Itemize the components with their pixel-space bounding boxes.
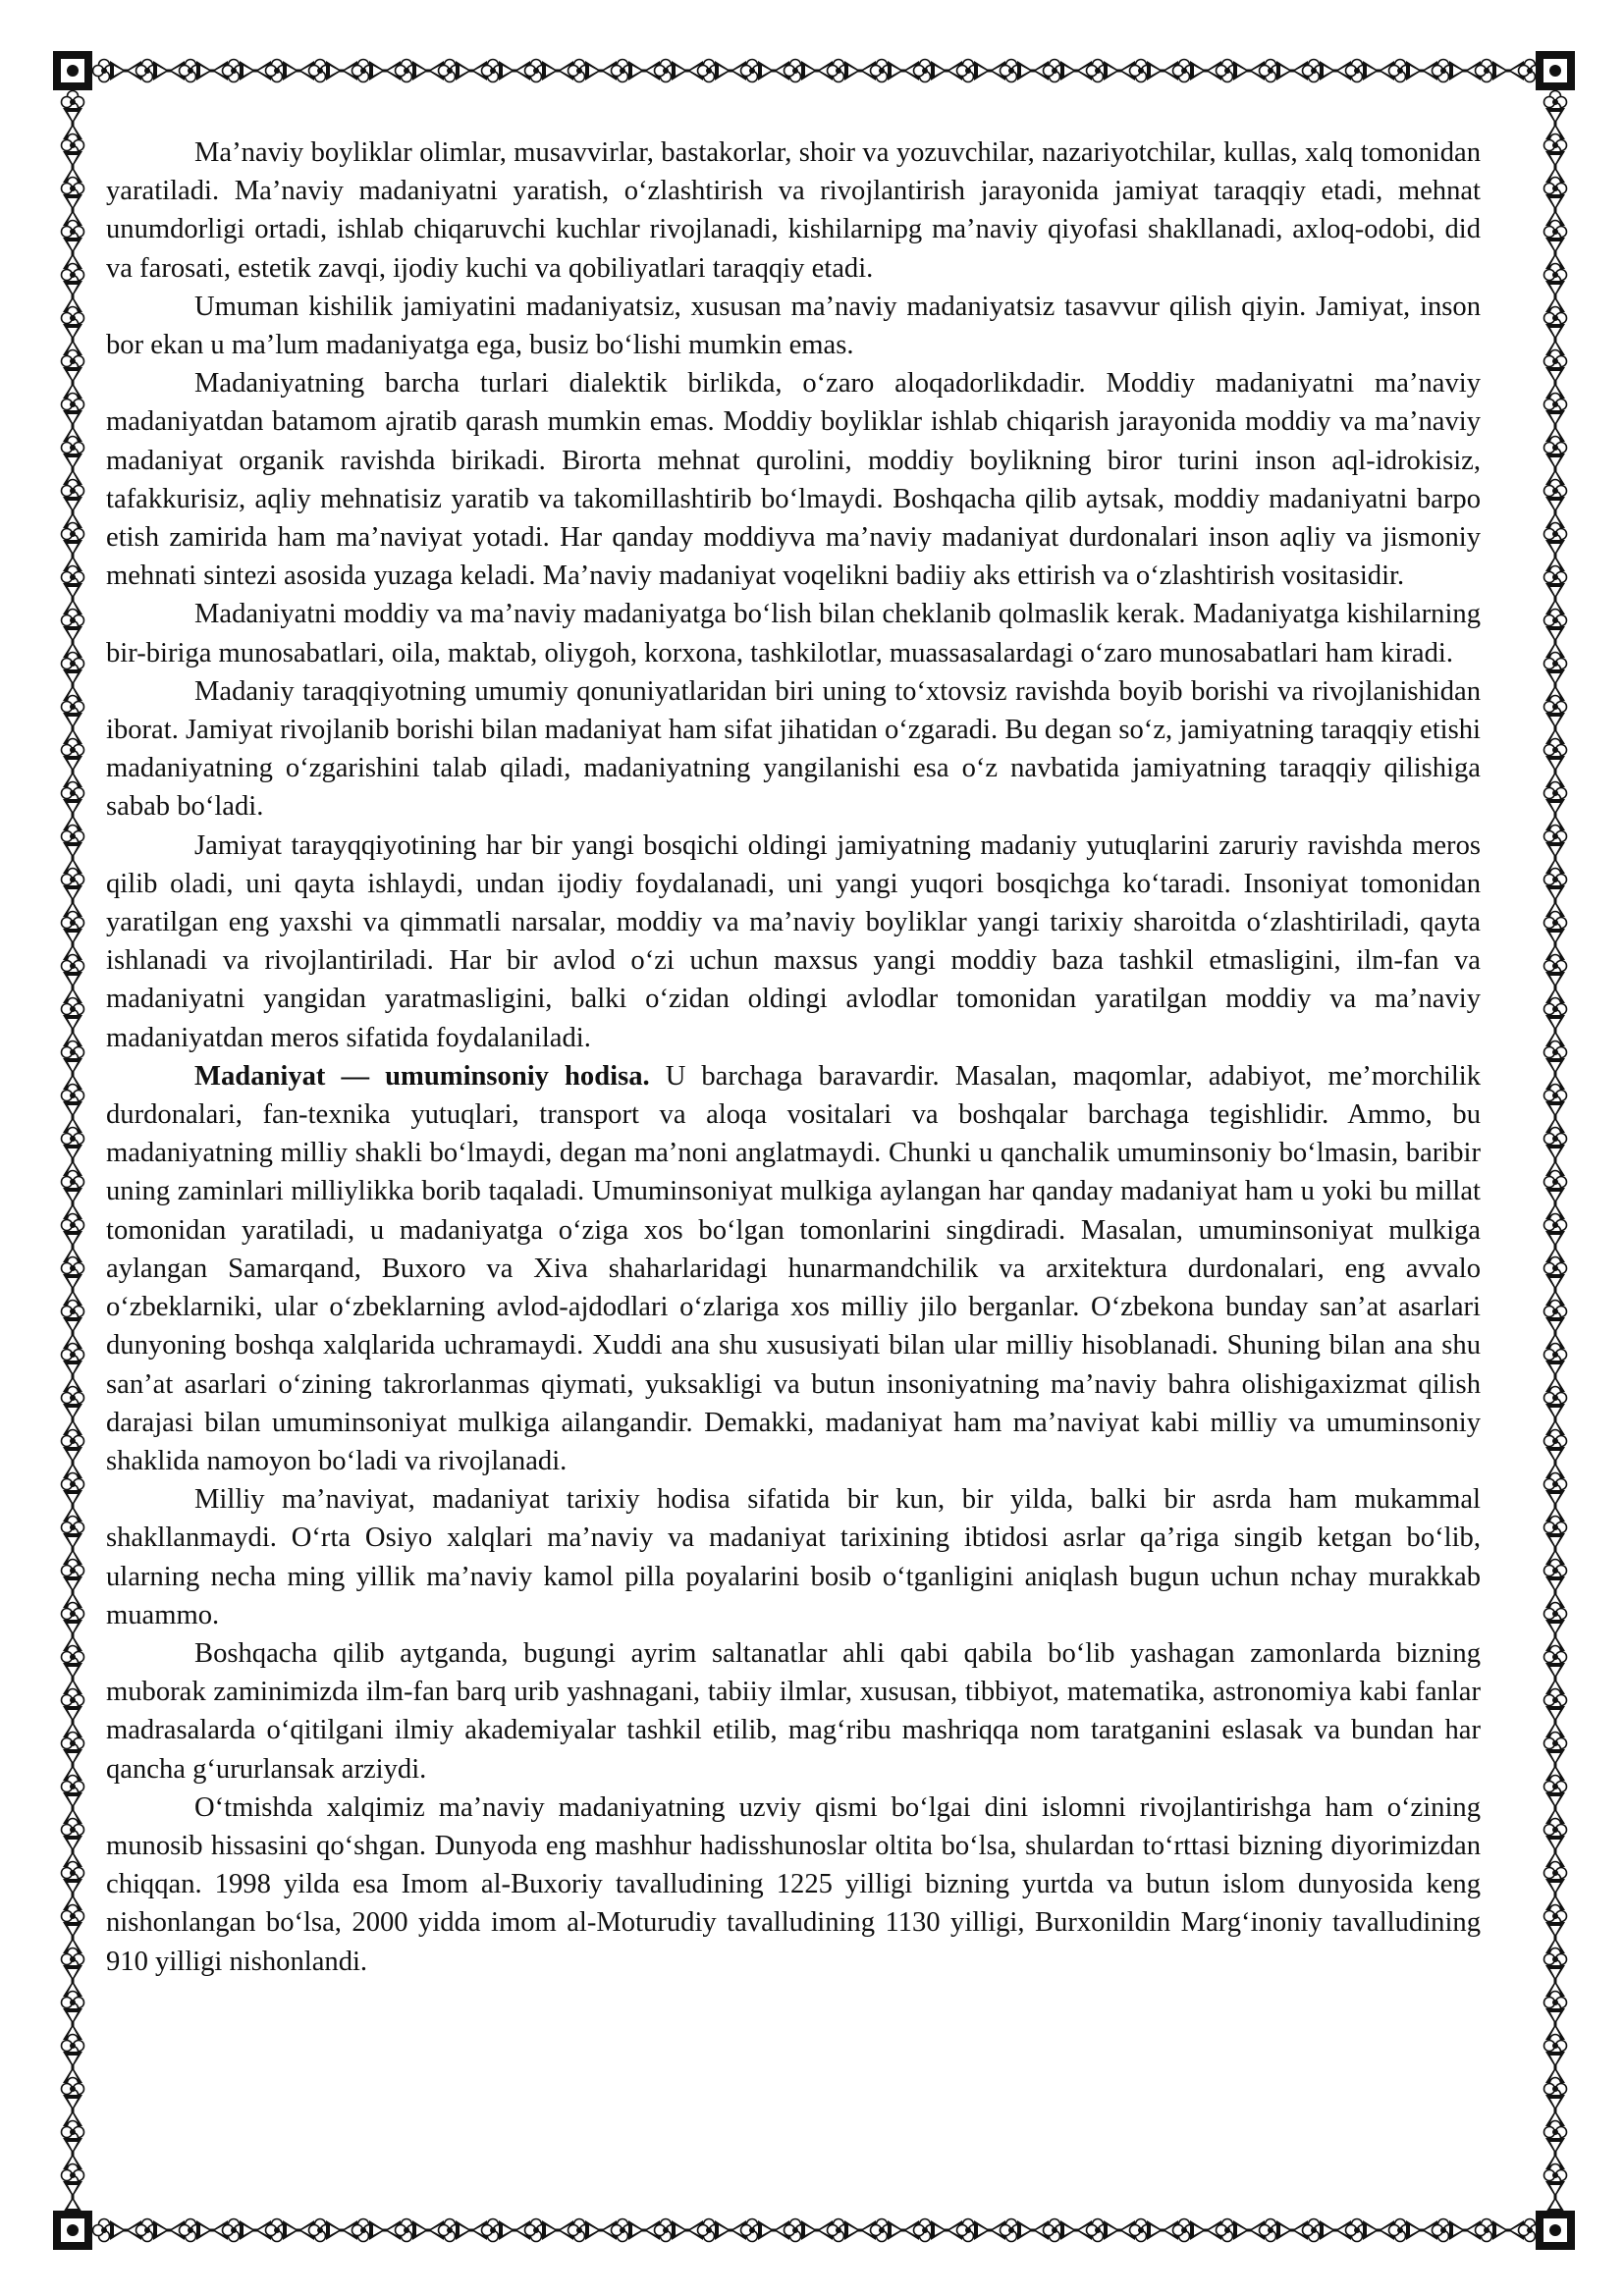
paragraph-2: Umuman kishilik jamiyatini madaniyatsiz, xususan ma’naviy madaniyatsiz tasavvur qilish qiyin. Jamiyat, inson bor ekan u ma’lum madaniyatga ega, busiz bo‘lishi mumkin emas. [106,291,1481,361]
paragraph-10: O‘tmishda xalqimiz ma’naviy madaniyatning uzviy qismi bo‘lgai dini islomni rivojlantirishga ham o‘zining munosib hissasini qo‘shgan. Dunyoda eng mashhur hadisshunoslar oltita bo‘lsa, shulardan to‘rttasi bizning diyorimizdan chiqqan. 1998 yilda esa Imom al-Buxoriy tavalludining 1225 yilligi bizning yurtda va butun islom dunyosida keng nishonlangan bo‘lsa, 2000 yidda imom al-Moturudiy tavalludining 1130 yilligi, Burxonildin Marg‘inoniy tavalludining 910 yilligi nishonlandi. [106,1791,1481,1977]
body-text [106,133,1481,1981]
border-bowtie-ornament [63,2181,82,2213]
paragraph-9: Boshqacha qilib aytganda, bugungi ayrim saltanatlar ahli qabi qabila bo‘lib yashagan zamonlarda bizning muborak zaminimizda ilm-fan barq urib yashnagani, tabiiy ilmlar, xususan, tibbiyot, matematika, astronomiya kabi fanlar madrasalarda o‘qitilgani ilmiy akademiyalar tashkil etilib, mag‘ribu mashriqqa nom taratganini eslasak va bundan har qancha g‘ururlansak arziydi. [106,1637,1481,1785]
paragraph-7-heading: Madaniyat — umuminsoniy hodisa. [194,1060,650,1092]
paragraph-4: Madaniyatni moddiy va ma’naviy madaniyatga bo‘lish bilan cheklanib qolmaslik kerak. Madaniyatga kishilarning bir-biriga munosabatlari, oila, maktab, oliygoh, korxona, tashkilotlar, muassasalardagi o‘zaro munosabatlari ham kiradi. [106,599,1481,668]
paragraph-7 [106,1057,1481,1480]
paragraph-8: Milliy ma’naviyat, madaniyat tarixiy hodisa sifatida bir kun, bir yilda, balki bir asrda ham mukammal shakllanmaydi. O‘rta Osiyo xalqlari ma’naviy va madaniyat tarixining ibtidosi asrlar qa’riga singib ketgan bo‘lib, ularning necha ming yillik ma’naviy kamol pilla poyalarini bosib o‘tganligini aniqlash bugun uchun nchay murakkab muammo. [106,1484,1481,1630]
paragraph-1: Ma’naviy boyliklar olimlar, musavvirlar, bastakorlar, shoir va yozuvchilar, nazariyotchilar, kullas, xalq tomonidan yaratiladi. Ma’naviy madaniyatni yaratish, o‘zlashtirish va rivojlantirish jarayonida jamiyat taraqqiy etadi, mehnat unumdorligi ortadi, ishlab chiqaruvchi kuchlar rivojlanadi, kishilarnipg ma’naviy qiyofasi shakllanadi, axloq-odobi, did va farosati, estetik zavqi, ijodiy kuchi va qobiliyatlari taraqqiy etadi. [106,137,1481,284]
paragraph-7-body: U barchaga baravardir. Masalan, maqomlar, adabiyot, me’morchilik durdonalari, fan-texnika yutuqlari, transport va aloqa vositalari va boshqalar barchaga tegishlidir. Ammo, bu madaniyatning milliy shakli bo‘lmaydi, degan ma’noni anglatmaydi. Chunki u qanchalik umuminsoniy bo‘lmasin, baribir uning zaminlari milliylikka borib taqaladi. Umuminsoniyat mulkiga aylangan har qanday madaniyat ham u yoki bu millat tomonidan yaratiladi, u madaniyatga o‘ziga xos bo‘lgan tomonlarini singdiradi. Masalan, umuminsoniyat mulkiga aylangan Samarqand, Buxoro va Xiva shaharlaridagi hunarmandchilik va arxitektura durdonalari, eng avvalo o‘zbeklarniki, ular o‘zbeklarning avlod-ajdodlari o‘zlariga xos milliy jilo berganlar. O‘zbekona bunday san’at asarlari dunyoning boshqa xalqlarida uchramaydi. Xuddi ana shu xususiyati bilan ular milliy hisoblanadi. Shuning bilan ana shu san’at asarlari o‘zining takrorlanmas qiymati, yuksakligi va butun insoniyatning ma’naviy bahra olishigaxizmat qilish darajasi bilan umuminsoniyat mulkiga ailangandir. Demakki, madaniyat ham ma’naviyat kabi milliy va umuminsoniy shaklida namoyon bo‘ladi va rivojlanadi. [106,1060,1482,1476]
paragraph-3: Madaniyatning barcha turlari dialektik birlikda, o‘zaro aloqadorlikdadir. Moddiy madaniyatni ma’naviy madaniyatdan batamom ajratib qarash mumkin emas. Moddiy boyliklar ishlab chiqarish jarayonida moddiy va ma’naviy madaniyat organik ravishda birikadi. Birorta mehnat qurolini, moddiy boylikning biror turini inson aql-idrokisiz, tafakkurisiz, aqliy mehnatisiz yaratib va takomillashtirib bo‘lmaydi. Boshqacha qilib aytsak, moddiy madaniyatni barpo etish zamirida ham ma’naviyat yotadi. Har qanday moddiyva ma’naviy madaniyat durdonalari inson aqliy va jismoniy mehnati sintezi asosida yuzaga keladi. Ma’naviy madaniyat voqelikni badiiy aks ettirish va o‘zlashtirish vositasidir. [106,368,1481,592]
border-bowtie-ornament [1545,2181,1565,2213]
paragraph-6: Jamiyat tarayqqiyotining har bir yangi bosqichi oldingi jamiyatning madaniy yutuqlarini zaruriy ravishda meros qilib oladi, uni qayta ishlaydi, undan ijodiy foydalanadi, uni yangi yuqori bosqichga ko‘taradi. Insoniyat tomonidan yaratilgan eng yaxshi va qimmatli narsalar, moddiy va ma’naviy boyliklar yangi tarixiy sharoitda o‘zlashtiriladi, qayta ishlanadi va rivojlantiriladi. Har bir avlod o‘zi uchun maxsus yangi moddiy baza tashkil etmasligini, ilm-fan va madaniyatni yangidan yaratmasligini, balki o‘zidan oldingi avlodlar tomonidan yaratilgan moddiy va ma’naviy madaniyatdan meros sifatida foydalaniladi. [106,829,1481,1053]
paragraph-5: Madaniy taraqqiyotning umumiy qonuniyatlaridan biri uning to‘xtovsiz ravishda boyib borishi va rivojlanishidan iborat. Jamiyat rivojlanib borishi bilan madaniyat ham sifat jihatidan o‘zgaradi. Bu degan so‘z, jamiyatning taraqqiy etishi madaniyatning o‘zgarishini talab qiladi, madaniyatning yangilanishi esa o‘z navbatida jamiyatning taraqqiy qilishiga sabab bo‘ladi. [106,675,1481,823]
